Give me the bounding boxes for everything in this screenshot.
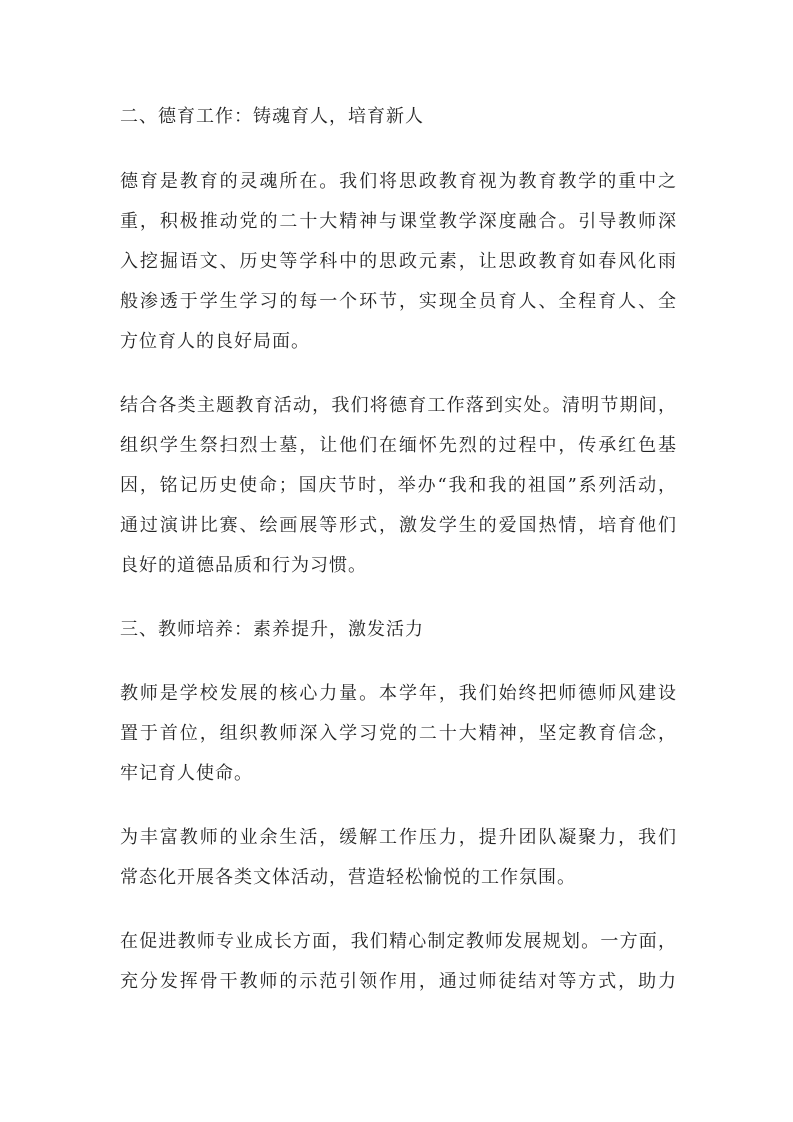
text-line: 结合各类主题教育活动，我们将德育工作落到实处。清明节期间， (120, 395, 676, 416)
text-line: 良好的道德品质和行为习惯。 (120, 555, 367, 576)
text-line: 常态化开展各类文体活动，营造轻松愉悦的工作氛围。 (120, 867, 576, 888)
section-heading: 二、德育工作：铸魂育人，培育新人 (120, 106, 424, 127)
text-line: 通过演讲比赛、绘画展等形式，激发学生的爱国热情，培育他们 (120, 515, 676, 536)
text-line: 教师是学校发展的核心力量。本学年，我们始终把师德师风建设 (120, 683, 676, 704)
text-line: 重，积极推动党的二十大精神与课堂教学深度融合。引导教师深 (120, 211, 676, 232)
text-line: 因，铭记历史使命；国庆节时，举办“我和我的祖国”系列活动， (120, 475, 676, 496)
text-line: 德育是教育的灵魂所在。我们将思政教育视为教育教学的重中之 (120, 171, 676, 192)
text-line: 组织学生祭扫烈士墓，让他们在缅怀先烈的过程中，传承红色基 (120, 435, 676, 456)
text-line: 方位育人的良好局面。 (120, 331, 310, 352)
text-line: 充分发挥骨干教师的示范引领作用，通过师徒结对等方式，助力 (120, 971, 676, 992)
text-line: 入挖掘语文、历史等学科中的思政元素，让思政教育如春风化雨 (120, 251, 676, 272)
text-line: 牢记育人使命。 (120, 763, 253, 784)
text-line: 在促进教师专业成长方面，我们精心制定教师发展规划。一方面， (120, 931, 676, 952)
text-line: 为丰富教师的业余生活，缓解工作压力，提升团队凝聚力，我们 (120, 827, 676, 848)
text-line: 般渗透于学生学习的每一个环节，实现全员育人、全程育人、全 (120, 291, 676, 312)
section-heading: 三、教师培养：素养提升，激发活力 (120, 619, 424, 640)
text-line: 置于首位，组织教师深入学习党的二十大精神，坚定教育信念， (120, 723, 676, 744)
